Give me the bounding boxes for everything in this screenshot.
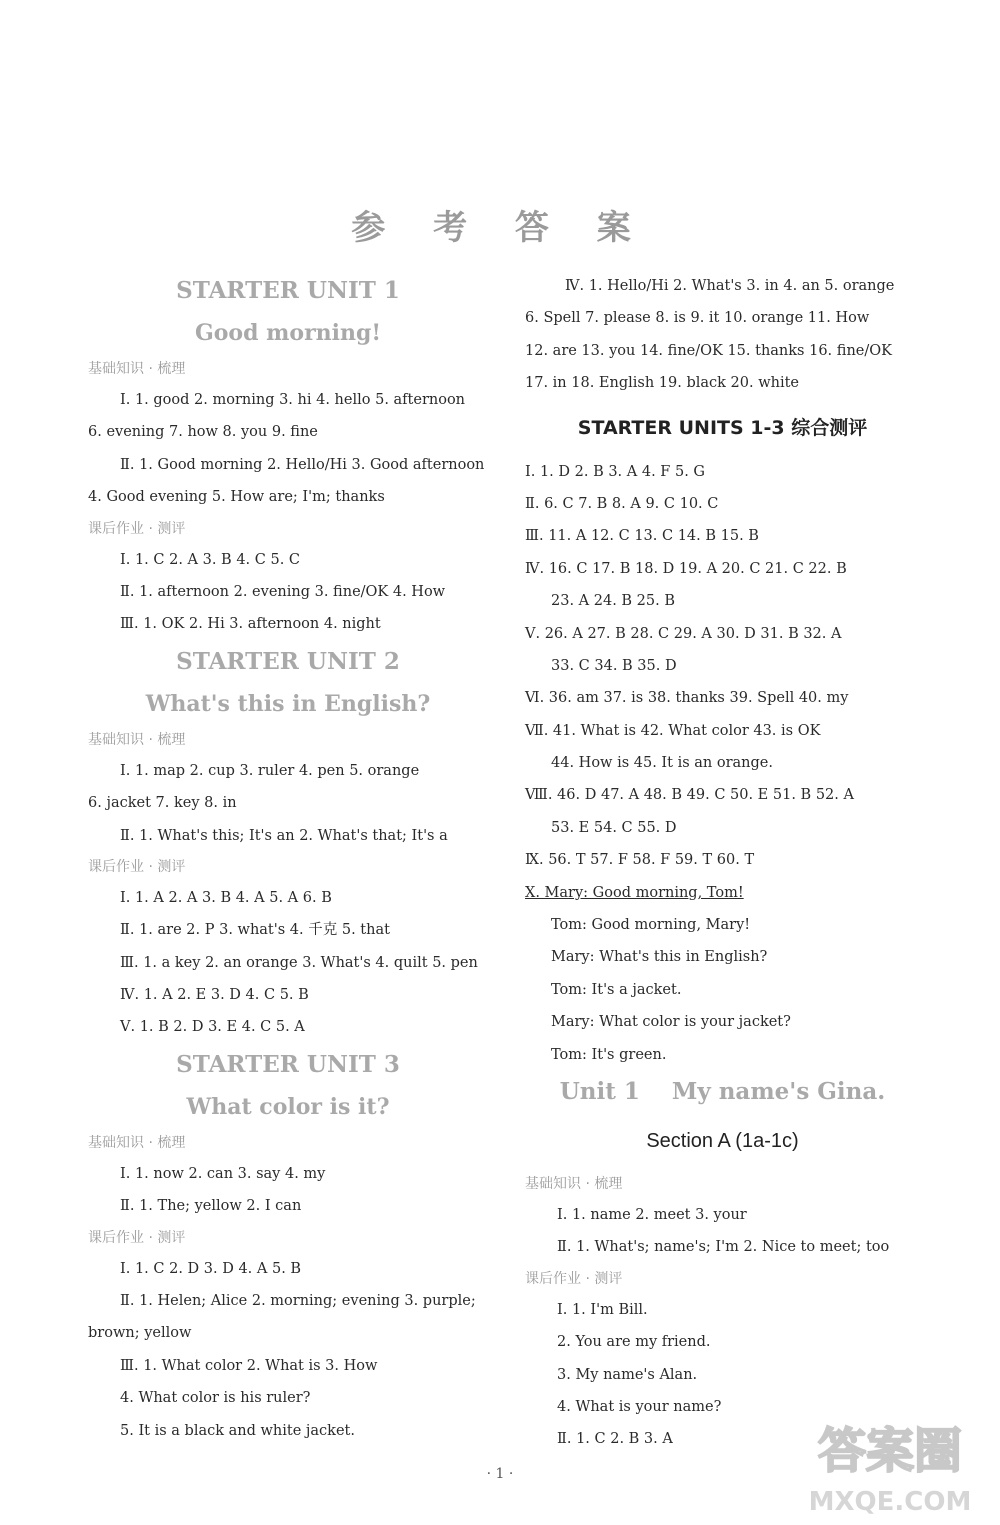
answer-line: Ⅱ. 1. Good morning 2. Hello/Hi 3. Good afternoon [120, 456, 485, 473]
answer-line: 4. Good evening 5. How are; I'm; thanks [88, 489, 385, 506]
section-label: 课后作业 · 测评 [88, 520, 186, 537]
dialog-line: Mary: What color is your jacket? [551, 1014, 791, 1031]
section-label: 课后作业 · 测评 [525, 1270, 623, 1287]
answer-line: Ⅱ. 1. What's; name's; I'm 2. Nice to meet; too [557, 1239, 890, 1256]
answer-line: Ⅱ. 1. The; yellow 2. I can [120, 1198, 302, 1215]
answer-line: Ⅱ. 1. C 2. B 3. A [557, 1431, 673, 1448]
answer-line: Ⅷ. 46. D 47. A 48. B 49. C 50. E 51. B 52. A [525, 787, 854, 804]
answer-line: Ⅰ. 1. map 2. cup 3. ruler 4. pen 5. orange [120, 762, 420, 779]
section-label: 课后作业 · 测评 [88, 1229, 186, 1246]
answer-line: 4. What is your name? [557, 1398, 722, 1415]
answer-line: 5. It is a black and white jacket. [120, 1422, 355, 1439]
dialog-line: Tom: It's a jacket. [551, 981, 682, 998]
unit-title: STARTER UNIT 3 [176, 1050, 400, 1078]
answer-line: Ⅰ. 1. C 2. A 3. B 4. C 5. C [120, 551, 301, 568]
dialog-line: Tom: It's green. [551, 1046, 667, 1063]
answer-line: 23. A 24. B 25. B [551, 593, 676, 610]
dialog-line: Mary: What's this in English? [551, 949, 768, 966]
watermark-text: 答案圈 [817, 1423, 963, 1479]
section-label: 基础知识 · 梳理 [88, 731, 186, 748]
answer-line: Ⅱ. 1. Helen; Alice 2. morning; evening 3. purple; [120, 1293, 476, 1310]
answer-line: 6. jacket 7. key 8. in [88, 795, 237, 812]
watermark-logo [785, 1405, 995, 1520]
unit-subtitle: What's this in English? [145, 690, 431, 717]
answer-line: Ⅴ. 26. A 27. B 28. C 29. A 30. D 31. B 32. A [525, 625, 842, 642]
section-title: Section A (1a-1c) [646, 1129, 799, 1152]
unit-title: STARTER UNIT 1 [176, 277, 400, 304]
answer-line: 53. E 54. C 55. D [551, 819, 677, 836]
answer-line: 6. evening 7. how 8. you 9. fine [88, 424, 318, 441]
answer-line: 2. You are my friend. [557, 1334, 711, 1351]
answer-line: 6. Spell 7. please 8. is 9. it 10. orange 11. How [525, 310, 870, 327]
section-label: 基础知识 · 梳理 [525, 1175, 623, 1192]
answer-line: Ⅰ. 1. C 2. D 3. D 4. A 5. B [120, 1260, 302, 1277]
page-title: 参 考 答 案 [351, 208, 649, 248]
answer-line: Ⅱ. 1. afternoon 2. evening 3. fine/OK 4. How [120, 583, 446, 600]
unit-title: STARTER UNIT 2 [176, 647, 400, 675]
watermark-url: MXQE.COM [808, 1487, 972, 1517]
answer-line: Ⅰ. 1. A 2. A 3. B 4. A 5. A 6. B [120, 889, 332, 906]
section-label: 基础知识 · 梳理 [88, 1134, 186, 1151]
answer-line: Ⅲ. 11. A 12. C 13. C 14. B 15. B [525, 528, 759, 545]
answer-line: Ⅱ. 6. C 7. B 8. A 9. C 10. C [525, 495, 719, 512]
answer-line: Ⅲ. 1. What color 2. What is 3. How [120, 1357, 378, 1374]
unit-title: Unit 1 My name's Gina. [559, 1077, 886, 1105]
answer-line: Ⅳ. 1. Hello/Hi 2. What's 3. in 4. an 5. orange [565, 278, 895, 294]
right-column [525, 270, 920, 1456]
answer-line: Ⅰ. 1. good 2. morning 3. hi 4. hello 5. afternoon [120, 392, 466, 408]
answer-line: Ⅱ. 1. What's this; It's an 2. What's that; It's a [120, 827, 448, 844]
answer-line: Ⅳ. 1. A 2. E 3. D 4. C 5. B [120, 987, 309, 1004]
answer-line: Ⅸ. 56. T 57. F 58. F 59. T 60. T [525, 852, 755, 869]
answer-line: 33. C 34. B 35. D [551, 657, 677, 674]
page-number: · 1 · [486, 1466, 514, 1482]
section-label: 课后作业 · 测评 [88, 858, 186, 875]
unit-subtitle: Good morning! [194, 320, 382, 346]
answer-line: Ⅴ. 1. B 2. D 3. E 4. C 5. A [120, 1019, 305, 1036]
answer-line: Ⅶ. 41. What is 42. What color 43. is OK [525, 722, 821, 739]
answer-line: 44. How is 45. It is an orange. [551, 755, 773, 772]
answer-line: 12. are 13. you 14. fine/OK 15. thanks 16. fine/OK [525, 342, 892, 359]
answer-line: brown; yellow [88, 1325, 192, 1342]
answer-line: Ⅳ. 16. C 17. B 18. D 19. A 20. C 21. C 22. B [525, 560, 847, 577]
answer-line: Ⅲ. 1. OK 2. Hi 3. afternoon 4. night [120, 616, 381, 633]
answer-line: Ⅰ. 1. name 2. meet 3. your [557, 1206, 747, 1223]
unit-subtitle: What color is it? [186, 1093, 390, 1120]
dialog-line: Tom: Good morning, Mary! [551, 917, 751, 934]
dialog-line: Ⅹ. Mary: Good morning, Tom! [525, 884, 744, 901]
answer-line: 3. My name's Alan. [557, 1366, 698, 1383]
answer-line: Ⅲ. 1. a key 2. an orange 3. What's 4. quilt 5. pen [120, 954, 478, 971]
answer-line: Ⅰ. 1. I'm Bill. [557, 1301, 648, 1318]
answer-line: Ⅰ. 1. now 2. can 3. say 4. my [120, 1165, 326, 1182]
answer-line: 4. What color is his ruler? [120, 1390, 311, 1407]
answer-line: Ⅰ. 1. D 2. B 3. A 4. F 5. G [525, 463, 705, 480]
section-label: 基础知识 · 梳理 [88, 361, 186, 377]
answer-line: 17. in 18. English 19. black 20. white [525, 375, 800, 392]
test-title: STARTER UNITS 1-3 综合测评 [577, 416, 868, 439]
answer-line: Ⅱ. 1. are 2. P 3. what's 4. 千克 5. that [120, 922, 390, 939]
left-column [88, 270, 488, 1447]
answer-line: Ⅵ. 36. am 37. is 38. thanks 39. Spell 40. my [525, 690, 849, 707]
